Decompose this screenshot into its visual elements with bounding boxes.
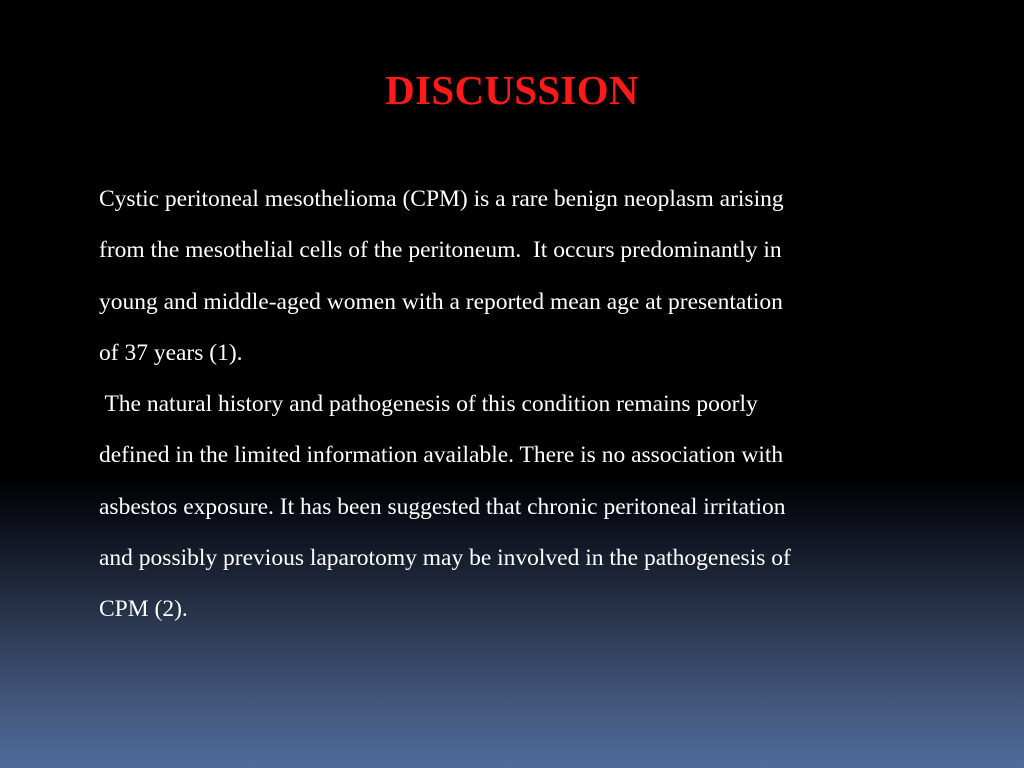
text-line: Cystic peritoneal mesothelioma (CPM) is a rare benign neoplasm arising — [99, 186, 784, 212]
text-line: of 37 years (1). — [99, 339, 243, 366]
text-line: from the mesothelial cells of the peritoneum. It occurs predominantly in — [99, 237, 782, 264]
text-line: CPM (2). — [99, 596, 188, 623]
text-line: defined in the limited information available. There is no association with — [99, 442, 784, 469]
text-line: asbestos exposure. It has been suggested that chronic peritoneal irritation — [99, 493, 786, 520]
text-line: young and middle-aged women with a reported mean age at presentation — [99, 288, 783, 315]
text-line: and possibly previous laparotomy may be involved in the pathogenesis of — [99, 545, 791, 572]
slide-body-text — [99, 174, 949, 636]
slide-title: DISCUSSION — [385, 67, 639, 113]
text-line: The natural history and pathogenesis of this condition remains poorly — [99, 391, 758, 418]
